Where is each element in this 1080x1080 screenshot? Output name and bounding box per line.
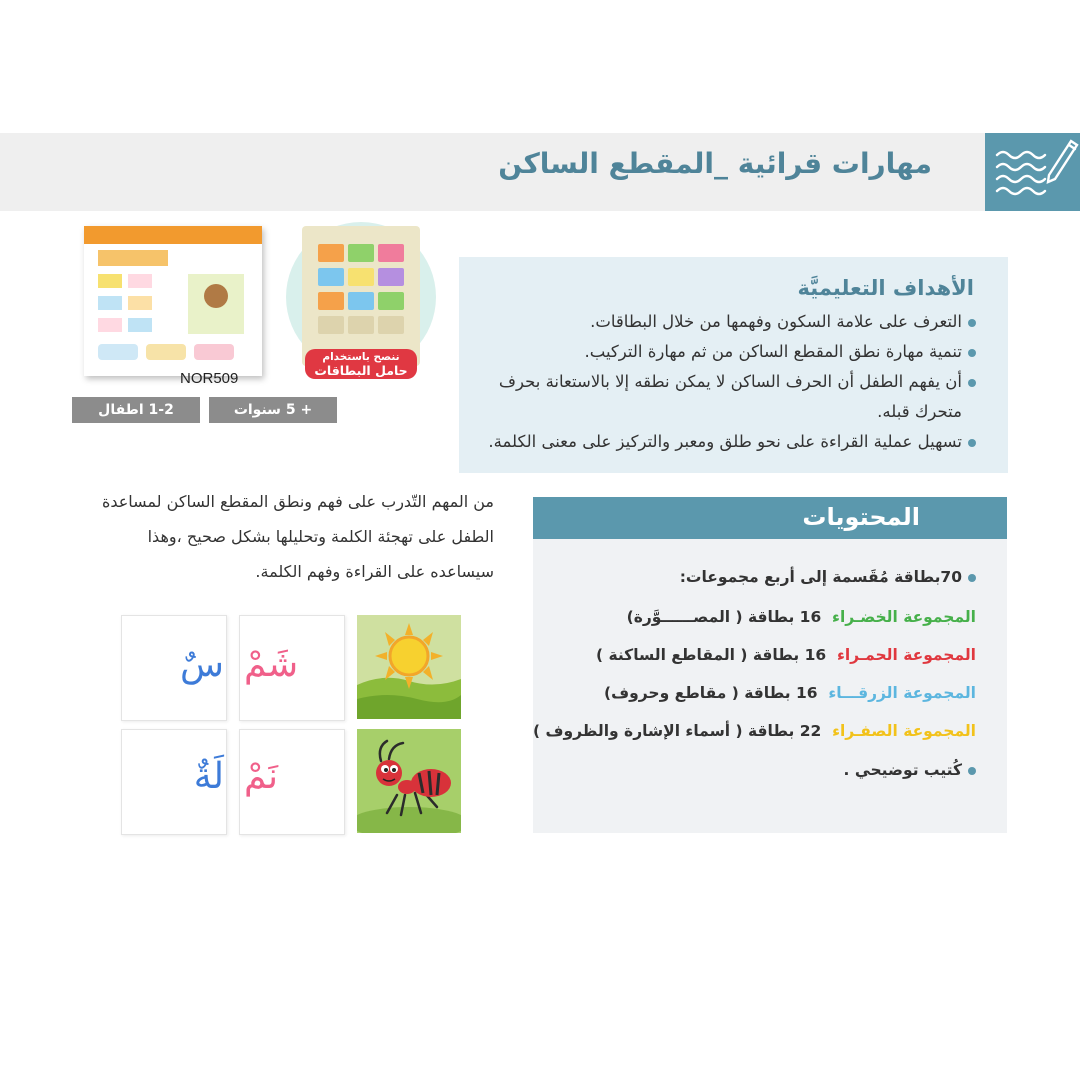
contents-header	[533, 497, 1007, 539]
bullet-icon	[968, 379, 976, 387]
holder-recommendation-badge: ننصح باستخدام حامل البطاقات	[305, 349, 417, 379]
contents-summary: 70بطاقة مُقَسمة إلى أربع مجموعات:	[680, 568, 976, 586]
product-box-image	[84, 226, 262, 376]
waves-pencil-icon	[985, 133, 1080, 211]
ant-picture	[357, 729, 461, 833]
bullet-icon	[968, 574, 976, 582]
contents-booklet: كُتيب توضيحي .	[844, 761, 976, 779]
intro-line: سيساعده على القراءة وفهم الكلمة.	[255, 562, 494, 581]
bullet-icon	[968, 319, 976, 327]
bullet-icon	[968, 767, 976, 775]
objective-item-continued: متحرك قبله.	[877, 402, 962, 421]
contents-panel	[533, 497, 1007, 833]
objective-item: تسهيل عملية القراءة على نحو طلق ومعبر والتركيز على معنى الكلمة.	[488, 432, 976, 451]
contents-title: المحتويات	[802, 503, 920, 531]
objective-item: تنمية مهارة نطق المقطع الساكن من ثم مهارة التركيب.	[585, 342, 977, 361]
intro-line: من المهم التّدرب على فهم ونطق المقطع الساكن لمساعدة	[101, 492, 494, 511]
objective-item: التعرف على علامة السكون وفهمها من خلال البطاقات.	[590, 312, 976, 331]
card-holder-image	[302, 226, 420, 366]
page-title: مهارات قرائية _المقطع الساكن	[498, 147, 932, 180]
bullet-icon	[968, 349, 976, 357]
age-tag: + 5 سنوات	[209, 397, 337, 423]
group-line-green: المجموعة الخضـراء 16 بطاقة ( المصــــــوَّرة)	[626, 608, 976, 626]
group-line-blue: المجموعة الزرقـــاء 16 بطاقة ( مقاطع وحروف)	[604, 684, 976, 702]
product-code: NOR509	[180, 370, 239, 387]
objective-item: أن يفهم الطفل أن الحرف الساكن لا يمكن نطقه إلا بالاستعانة بحرف	[499, 372, 976, 391]
syllable-card: نَمْ	[239, 729, 345, 835]
players-tag: 1-2 اطفال	[72, 397, 200, 423]
group-line-yellow: المجموعة الصفـراء 22 بطاقة ( أسماء الإشارة والظروف )	[533, 722, 976, 740]
letter-card: سٌ	[121, 615, 227, 721]
letter-card: لَةٌ	[121, 729, 227, 835]
syllable-card: شَمْ	[239, 615, 345, 721]
objectives-title: الأهداف التعليميَّة	[797, 276, 974, 300]
bullet-icon	[968, 439, 976, 447]
intro-line: الطفل على تهجئة الكلمة وتحليلها بشكل صحيح ،وهذا	[147, 527, 494, 546]
sun-picture	[357, 615, 461, 719]
group-line-red: المجموعة الحمـراء 16 بطاقة ( المقاطع الساكنة )	[595, 646, 976, 664]
